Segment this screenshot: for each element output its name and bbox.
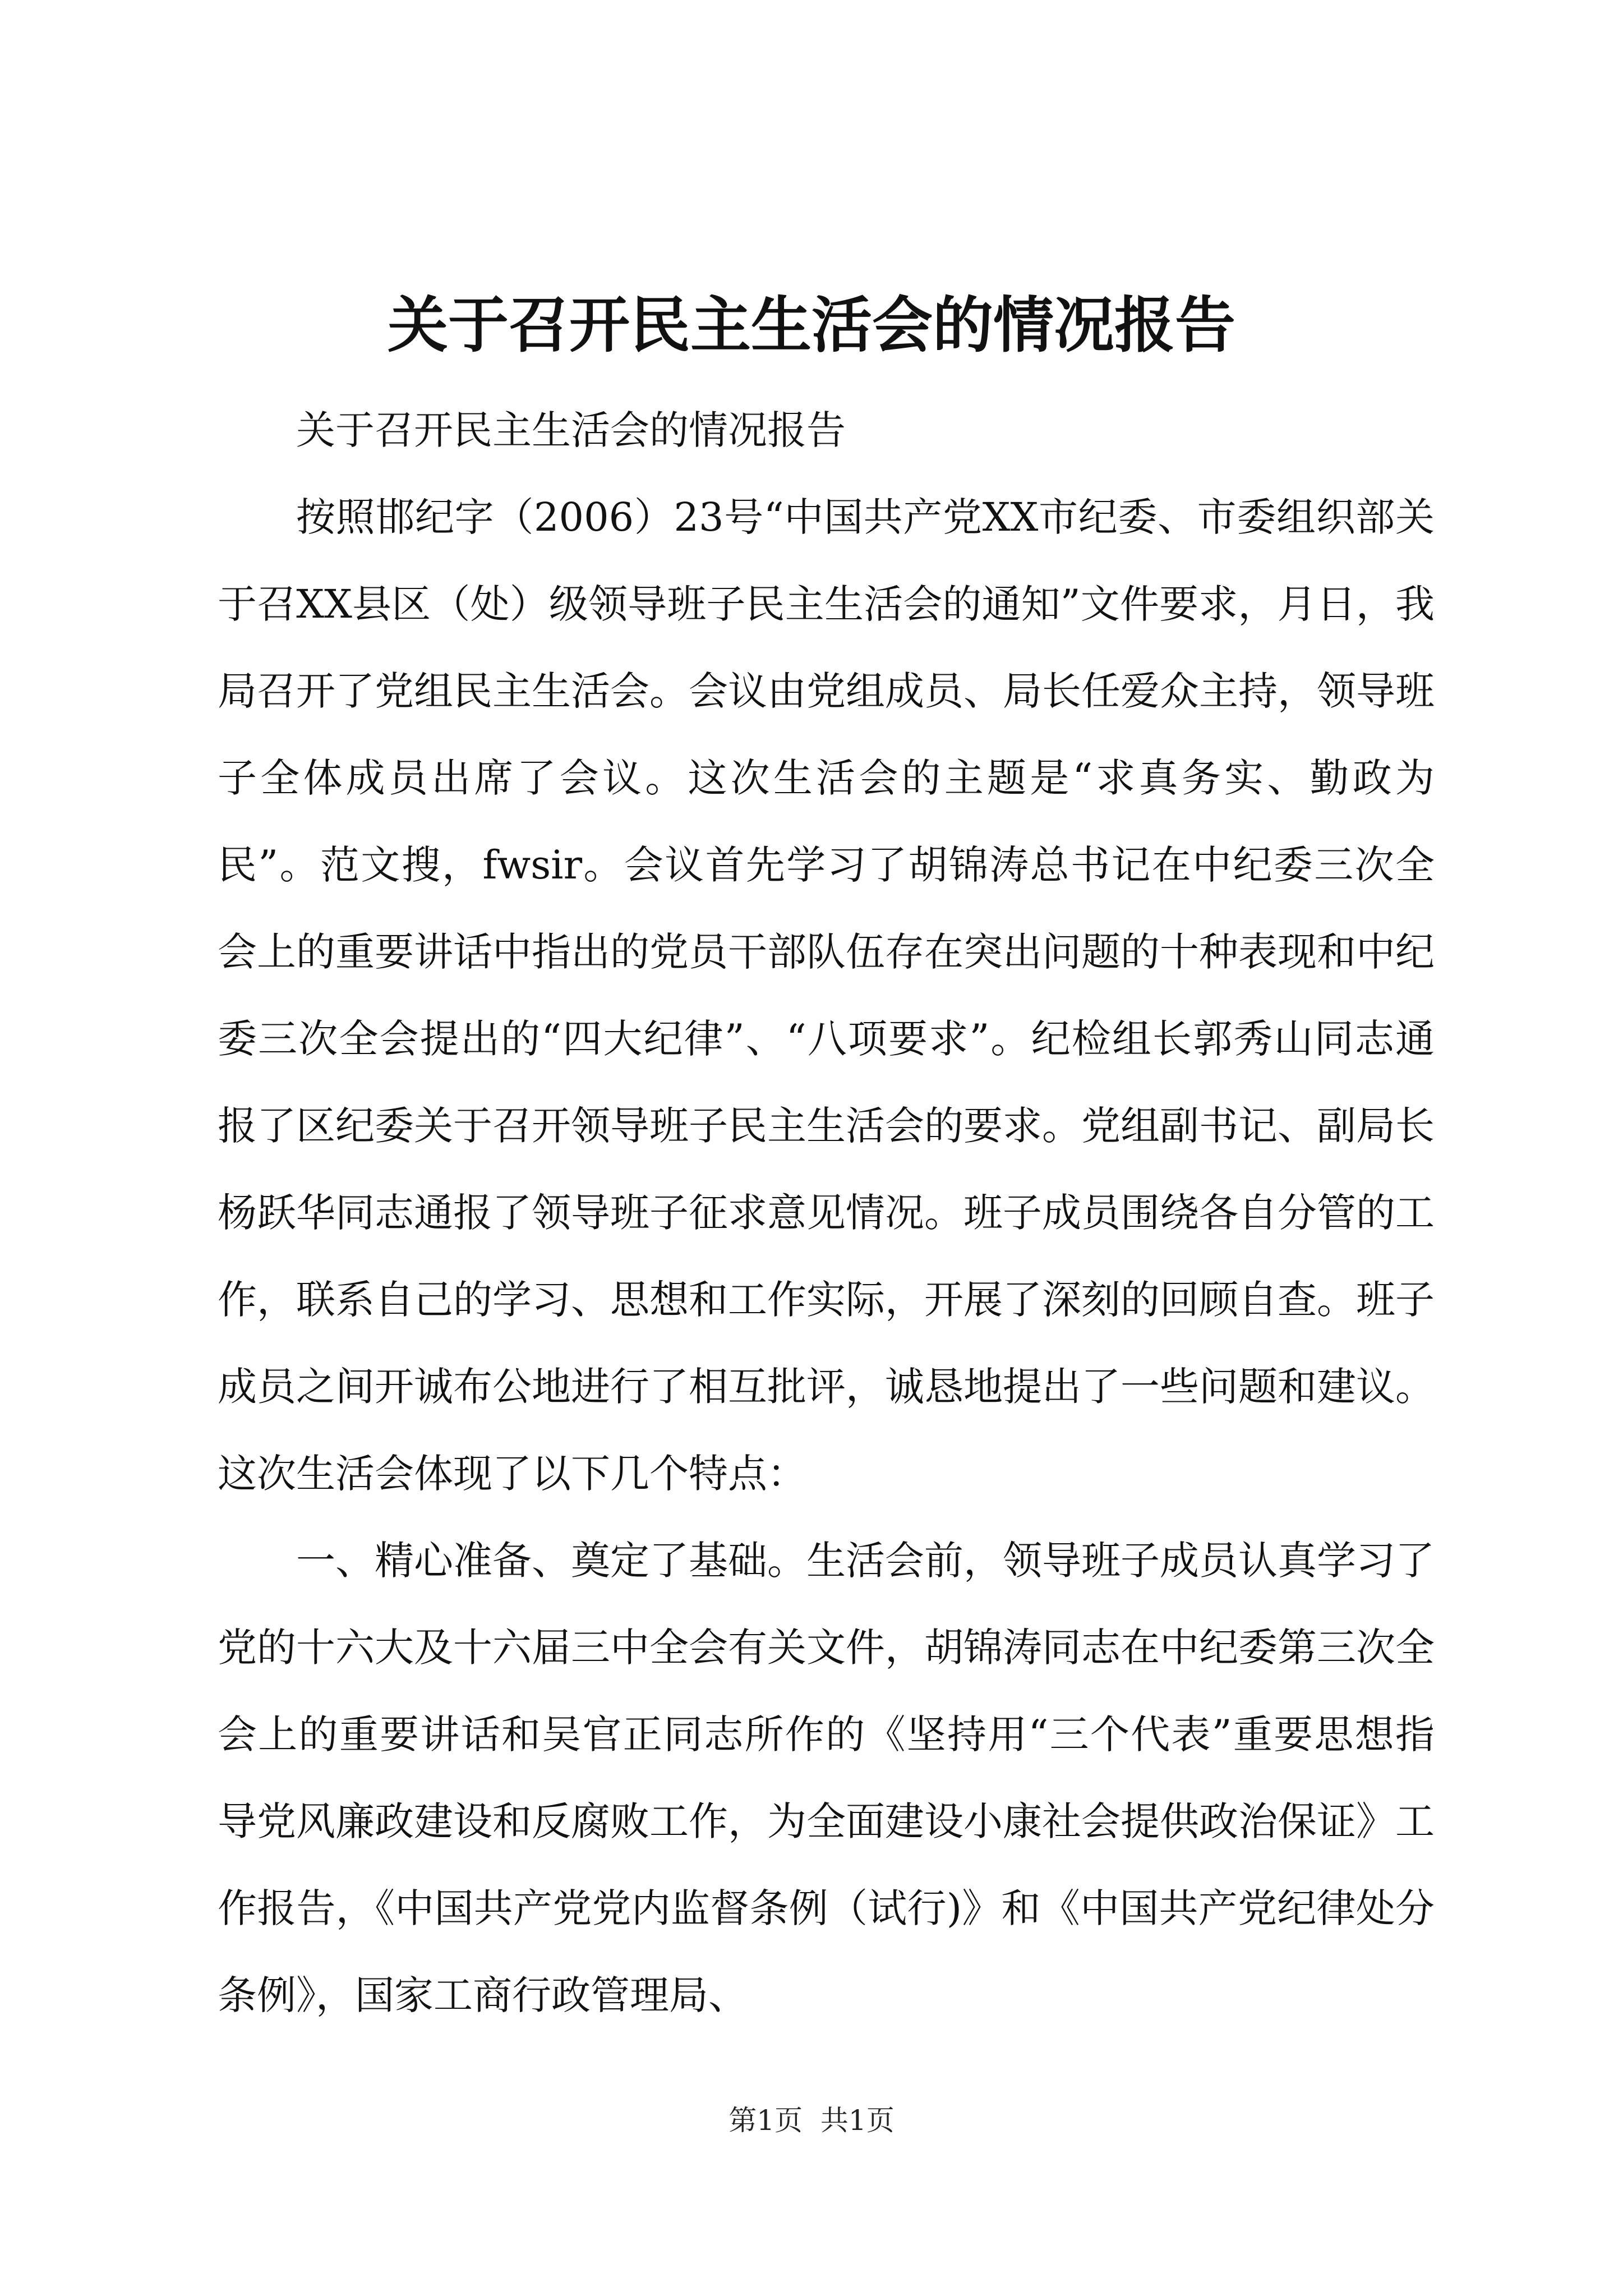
document-body bbox=[218, 387, 1435, 2039]
paragraph-section-one: 一、精心准备、奠定了基础。生活会前，领导班子成员认真学习了党的十六大及十六届三中全会有关文件，胡锦涛同志在中纪委第三次全会上的重要讲话和吴官正同志所作的《坚持用“三个代表”重要思想指导党风廉政建设和反腐败工作，为全面建设小康社会提供政治保证》工作报告，《中国共产党党内监督条例（试行)》和《中国共产党纪律处分条例》，国家工商行政管理局、 bbox=[218, 1538, 1435, 2018]
page-footer: 第1页 共1页 bbox=[728, 2104, 895, 2137]
document-title: 关于召开民主生活会的情况报告 bbox=[387, 290, 1235, 361]
paragraph-subtitle: 关于召开民主生活会的情况报告 bbox=[296, 407, 846, 453]
paragraph-intro: 按照邯纪字（2006）23号“中国共产党XX市纪委、市委组织部关于召XX县区（处）级领导班子民主生活会的通知”文件要求，月日，我局召开了党组民主生活会。会议由党组成员、局长任爱众主持，领导班子全体成员出席了会议。这次生活会的主题是“求真务实、勤政为民”。范文搜，fwsir。会议首先学习了胡锦涛总书记在中纪委三次全会上的重要讲话中指出的党员干部队伍存在突出问题的十种表现和中纪委三次全会提出的“四大纪律”、“八项要求”。纪检组长郭秀山同志通报了区纪委关于召开领导班子民主生活会的要求。党组副书记、副局长杨跃华同志通报了领导班子征求意见情况。班子成员围绕各自分管的工作，联系自己的学习、思想和工作实际，开展了深刻的回顾自查。班子成员之间开诚布公地进行了相互批评，诚恳地提出了一些问题和建议。这次生活会体现了以下几个特点： bbox=[218, 494, 1435, 1497]
